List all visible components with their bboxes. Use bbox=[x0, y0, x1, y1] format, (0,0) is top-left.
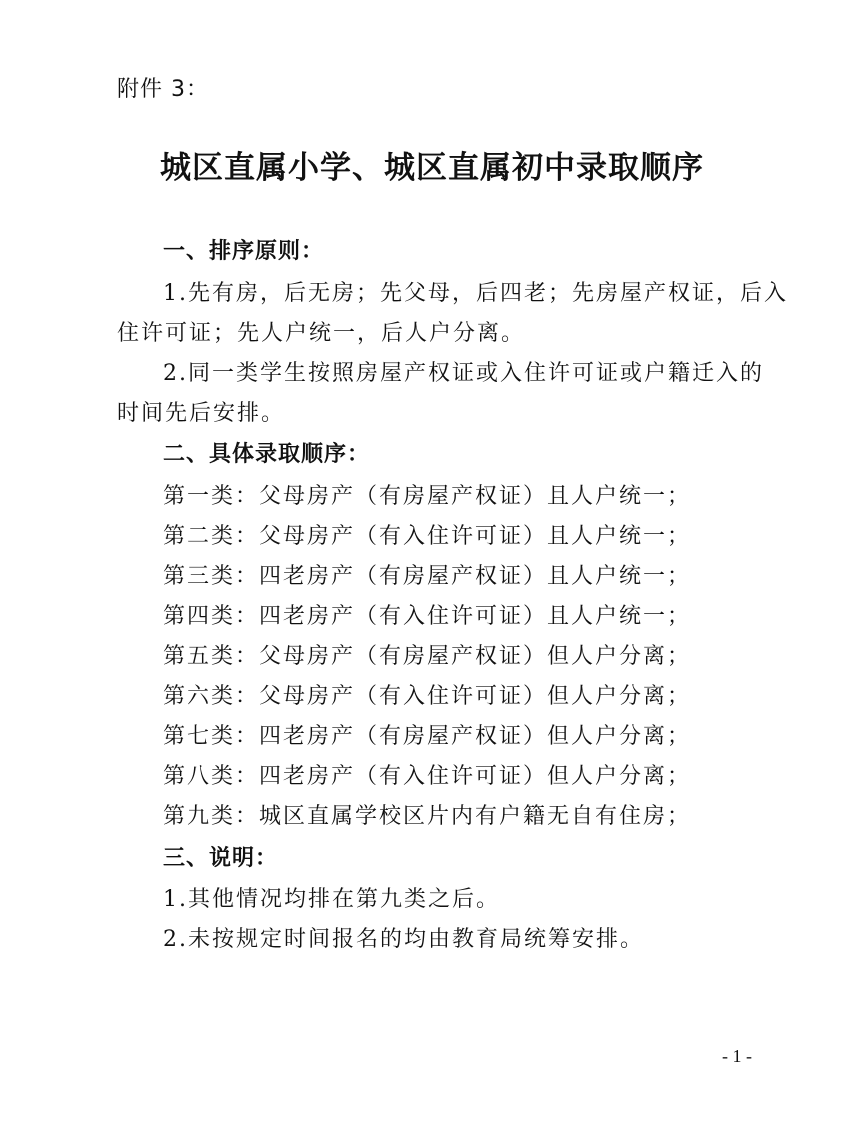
section-heading-order: 二、具体录取顺序： bbox=[163, 442, 371, 467]
principle-2-line-2: 时间先后安排。 bbox=[117, 401, 286, 426]
order-item-4: 第四类：四老房产（有入住许可证）且人户统一； bbox=[163, 604, 692, 629]
note-2: 2.未按规定时间报名的均由教育局统筹安排。 bbox=[163, 927, 644, 952]
order-item-8: 第八类：四老房产（有入住许可证）但人户分离； bbox=[163, 764, 692, 789]
attachment-label: 附件 3： bbox=[117, 77, 209, 102]
order-item-1: 第一类：父母房产（有房屋产权证）且人户统一； bbox=[163, 484, 692, 509]
principle-1-line-2: 住许可证；先人户统一，后人户分离。 bbox=[117, 321, 526, 346]
order-item-7: 第七类：四老房产（有房屋产权证）但人户分离； bbox=[163, 724, 692, 749]
section-heading-principles: 一、排序原则： bbox=[163, 239, 325, 264]
principle-1-line-1: 1.先有房，后无房；先父母，后四老；先房屋产权证，后入 bbox=[163, 281, 788, 306]
page-number: - 1 - bbox=[722, 1046, 752, 1066]
order-item-2: 第二类：父母房产（有入住许可证）且人户统一； bbox=[163, 524, 692, 549]
document-title: 城区直属小学、城区直属初中录取顺序 bbox=[160, 150, 704, 186]
order-item-5: 第五类：父母房产（有房屋产权证）但人户分离； bbox=[163, 644, 692, 669]
note-1: 1.其他情况均排在第九类之后。 bbox=[163, 887, 500, 912]
principle-2-line-1: 2.同一类学生按照房屋产权证或入住许可证或户籍迁入的 bbox=[163, 361, 764, 386]
order-item-6: 第六类：父母房产（有入住许可证）但人户分离； bbox=[163, 684, 692, 709]
order-item-9: 第九类：城区直属学校区片内有户籍无自有住房； bbox=[163, 804, 692, 829]
order-item-3: 第三类：四老房产（有房屋产权证）且人户统一； bbox=[163, 564, 692, 589]
section-heading-notes: 三、说明： bbox=[163, 846, 279, 871]
